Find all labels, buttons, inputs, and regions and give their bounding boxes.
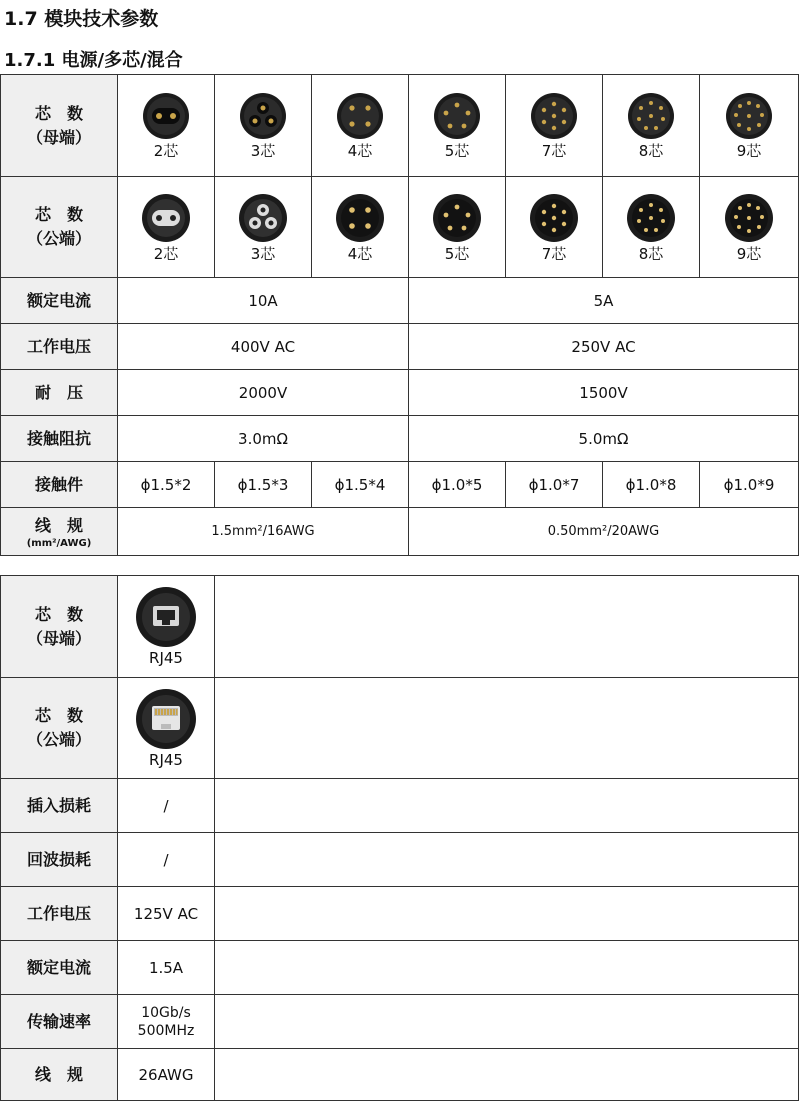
male-3-core-connector-icon xyxy=(237,192,289,244)
female-8-core-connector-icon xyxy=(626,91,676,141)
rj45-caption: RJ45 xyxy=(149,750,183,769)
rj45-wire-gauge-label: 线 规 xyxy=(1,1049,118,1101)
male-7-core-cell xyxy=(506,177,603,278)
core-caption: 8芯 xyxy=(638,244,664,263)
contacts-label: 接触件 xyxy=(1,462,118,508)
empty-cell xyxy=(215,779,799,833)
contacts-value: ϕ1.5*3 xyxy=(215,462,312,508)
insertion-loss-row xyxy=(1,779,799,833)
contacts-value: ϕ1.0*8 xyxy=(603,462,700,508)
empty-cell xyxy=(215,887,799,941)
working-voltage-row xyxy=(1,324,799,370)
rj45-caption: RJ45 xyxy=(149,649,183,667)
female-core-label: 芯 数 （母端） xyxy=(1,75,118,177)
rated-current-group-b: 5A xyxy=(409,278,799,324)
male-2-core-connector-icon xyxy=(140,192,192,244)
female-7-core-cell xyxy=(506,75,603,177)
rj45-male-label: 芯 数 （公端） xyxy=(1,678,118,779)
empty-cell xyxy=(215,833,799,887)
core-caption: 3芯 xyxy=(250,244,276,263)
female-5-core-connector-icon xyxy=(432,91,482,141)
working-voltage-group-b: 250V AC xyxy=(409,324,799,370)
working-voltage-group-a: 400V AC xyxy=(118,324,409,370)
female-4-core-connector-icon xyxy=(335,91,385,141)
rj45-female-row xyxy=(1,576,799,678)
core-caption: 4芯 xyxy=(347,142,373,160)
contacts-value: ϕ1.0*7 xyxy=(506,462,603,508)
core-caption: 9芯 xyxy=(736,244,762,263)
female-3-core-cell xyxy=(215,75,312,177)
contact-resistance-label: 接触阻抗 xyxy=(1,416,118,462)
rj45-female-label: 芯 数 （母端） xyxy=(1,576,118,678)
contacts-value: ϕ1.5*2 xyxy=(118,462,215,508)
wire-gauge-group-a: 1.5mm²/16AWG xyxy=(118,508,409,556)
rj45-rated-current-row xyxy=(1,941,799,995)
rated-current-label: 额定电流 xyxy=(1,278,118,324)
core-caption: 2芯 xyxy=(153,244,179,263)
empty-cell xyxy=(215,1049,799,1101)
rj45-female-connector-icon xyxy=(135,586,197,648)
female-8-core-cell xyxy=(603,75,700,177)
contacts-row xyxy=(1,462,799,508)
subsection-title: 1.7.1 电源/多芯/混合 xyxy=(4,50,183,71)
return-loss-value: / xyxy=(118,833,215,887)
withstand-voltage-label: 耐 压 xyxy=(1,370,118,416)
withstand-voltage-row xyxy=(1,370,799,416)
transfer-rate-label: 传输速率 xyxy=(1,995,118,1049)
return-loss-label: 回波损耗 xyxy=(1,833,118,887)
insertion-loss-label: 插入损耗 xyxy=(1,779,118,833)
return-loss-row xyxy=(1,833,799,887)
contact-resistance-row xyxy=(1,416,799,462)
core-caption: 2芯 xyxy=(153,142,179,160)
male-3-core-cell xyxy=(215,177,312,278)
empty-cell xyxy=(215,678,799,779)
wire-gauge-group-b: 0.50mm²/20AWG xyxy=(409,508,799,556)
withstand-voltage-group-b: 1500V xyxy=(409,370,799,416)
contacts-value: ϕ1.0*9 xyxy=(700,462,799,508)
core-caption: 9芯 xyxy=(736,142,762,160)
male-4-core-cell xyxy=(312,177,409,278)
rj45-rated-current-label: 额定电流 xyxy=(1,941,118,995)
rj45-wire-gauge-value: 26AWG xyxy=(118,1049,215,1101)
core-caption: 5芯 xyxy=(444,244,470,263)
rj45-male-row xyxy=(1,678,799,779)
male-4-core-connector-icon xyxy=(334,192,386,244)
male-7-core-connector-icon xyxy=(528,192,580,244)
male-5-core-connector-icon xyxy=(431,192,483,244)
male-9-core-cell xyxy=(700,177,799,278)
empty-cell xyxy=(215,995,799,1049)
core-caption: 7芯 xyxy=(541,142,567,160)
wire-gauge-row xyxy=(1,508,799,556)
rj45-working-voltage-value: 125V AC xyxy=(118,887,215,941)
rj45-spec-table xyxy=(0,575,799,1101)
rj45-male-connector-icon xyxy=(135,688,197,750)
rj45-wire-gauge-row xyxy=(1,1049,799,1101)
female-2-core-cell xyxy=(118,75,215,177)
wire-gauge-label: 线 规 (mm²/AWG) xyxy=(1,508,118,556)
power-multicore-spec-table xyxy=(0,74,799,556)
transfer-rate-value: 10Gb/s 500MHz xyxy=(118,995,215,1049)
male-9-core-connector-icon xyxy=(723,192,775,244)
female-3-core-connector-icon xyxy=(238,91,288,141)
male-8-core-cell xyxy=(603,177,700,278)
rj45-working-voltage-label: 工作电压 xyxy=(1,887,118,941)
female-5-core-cell xyxy=(409,75,506,177)
empty-cell xyxy=(215,576,799,678)
empty-cell xyxy=(215,941,799,995)
male-2-core-cell xyxy=(118,177,215,278)
contacts-value: ϕ1.0*5 xyxy=(409,462,506,508)
female-9-core-connector-icon xyxy=(724,91,774,141)
female-9-core-cell xyxy=(700,75,799,177)
rj45-female-cell xyxy=(118,576,215,678)
core-caption: 5芯 xyxy=(444,142,470,160)
working-voltage-label: 工作电压 xyxy=(1,324,118,370)
contact-resistance-group-b: 5.0mΩ xyxy=(409,416,799,462)
male-5-core-cell xyxy=(409,177,506,278)
male-core-label: 芯 数 （公端） xyxy=(1,177,118,278)
core-caption: 4芯 xyxy=(347,244,373,263)
transfer-rate-row xyxy=(1,995,799,1049)
rated-current-row xyxy=(1,278,799,324)
contacts-value: ϕ1.5*4 xyxy=(312,462,409,508)
female-7-core-connector-icon xyxy=(529,91,579,141)
rj45-male-cell xyxy=(118,678,215,779)
insertion-loss-value: / xyxy=(118,779,215,833)
female-4-core-cell xyxy=(312,75,409,177)
rj45-rated-current-value: 1.5A xyxy=(118,941,215,995)
core-caption: 7芯 xyxy=(541,244,567,263)
core-caption: 8芯 xyxy=(638,142,664,160)
withstand-voltage-group-a: 2000V xyxy=(118,370,409,416)
contact-resistance-group-a: 3.0mΩ xyxy=(118,416,409,462)
female-core-row xyxy=(1,75,799,177)
rated-current-group-a: 10A xyxy=(118,278,409,324)
rj45-working-voltage-row xyxy=(1,887,799,941)
female-2-core-connector-icon xyxy=(141,91,191,141)
section-title: 1.7 模块技术参数 xyxy=(4,8,159,30)
male-core-row xyxy=(1,177,799,278)
core-caption: 3芯 xyxy=(250,142,276,160)
male-8-core-connector-icon xyxy=(625,192,677,244)
